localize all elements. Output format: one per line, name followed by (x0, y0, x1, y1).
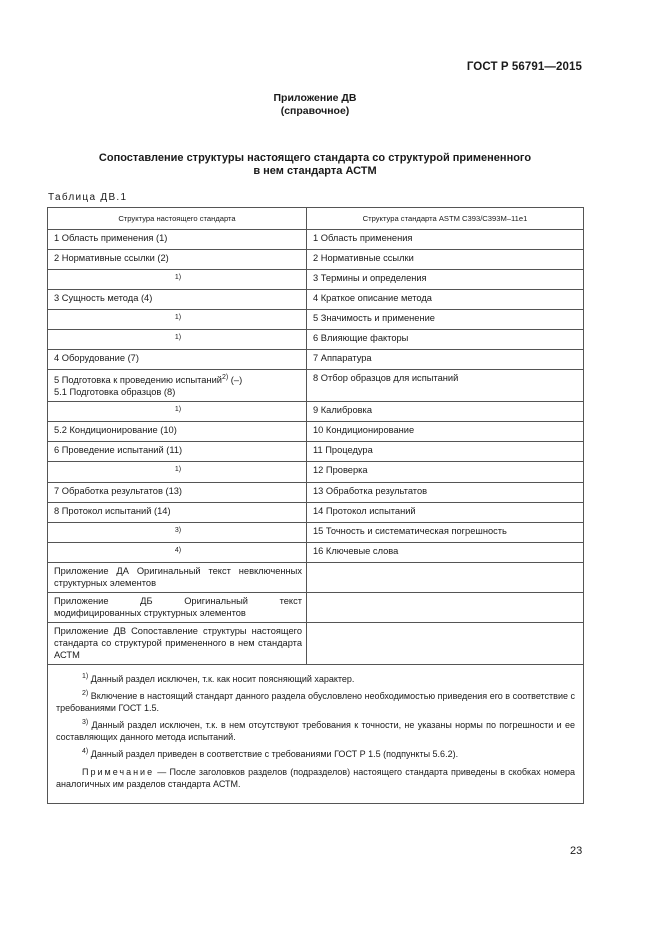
footnote-4 (56, 746, 575, 760)
table-remark (56, 766, 575, 790)
footnote-mark: 1) (174, 406, 182, 414)
column-header-astm-standard: Структура стандарта ASTM C393/C393M–11e1 (307, 208, 584, 230)
cell-astm-standard: 11 Процедура (307, 442, 584, 462)
section-heading-line-2: в нем стандарта АСТМ (253, 165, 377, 177)
cell-astm-standard: 5 Значимость и применение (307, 310, 584, 330)
section-heading (0, 152, 630, 178)
section-title: 5 Подготовка к проведению испытаний (54, 375, 222, 386)
footnote-number: 1) (82, 672, 89, 680)
table-row (48, 422, 584, 442)
appendix-heading (0, 92, 630, 117)
footnote-mark: 3) (174, 526, 182, 534)
table-row (48, 370, 584, 402)
cell-astm-standard-empty (307, 622, 584, 664)
table-row (48, 330, 584, 350)
cell-this-standard: 2 Нормативные ссылки (2) (48, 250, 307, 270)
footnote-text: Данный раздел исключен, т.к. как носит поясняющий характер. (88, 673, 355, 684)
appendix-title: Приложение ДВ (273, 92, 357, 104)
footnote-2 (56, 688, 575, 714)
table-row (48, 402, 584, 422)
footnote-mark: 1) (174, 334, 182, 342)
cell-astm-standard: 16 Ключевые слова (307, 542, 584, 562)
table-caption: Таблица ДВ.1 (48, 192, 128, 203)
footnote-number: 2) (82, 689, 89, 697)
cell-astm-standard: 10 Кондиционирование (307, 422, 584, 442)
appendix-subtitle: (справочное) (280, 104, 350, 117)
cell-astm-standard: 6 Влияющие факторы (307, 330, 584, 350)
footnote-3 (56, 717, 575, 743)
section-heading-line-1: Сопоставление структуры настоящего стандарта со структурой примененного (98, 152, 532, 164)
table-row (48, 442, 584, 462)
footnote-text: Включение в настоящий стандарт данного раздела обусловлено необходимостью приведения его в соответствие с требованиями ГОСТ 1.5. (56, 690, 575, 713)
table-row (48, 290, 584, 310)
cell-this-standard: 1 Область применения (1) (48, 230, 307, 250)
cell-astm-standard: 12 Проверка (307, 462, 584, 482)
cell-this-standard: Приложение ДА Оригинальный текст невключенных структурных элементов (48, 562, 307, 592)
cell-this-standard: 3 Сущность метода (4) (48, 290, 307, 310)
cell-footnote-ref (48, 522, 307, 542)
footnote-1 (56, 671, 575, 685)
cell-this-standard: 6 Проведение испытаний (11) (48, 442, 307, 462)
section-ref: (–) (228, 375, 243, 386)
column-header-this-standard: Структура настоящего стандарта (48, 208, 307, 230)
subsection-title: 5.1 Подготовка образцов (8) (54, 387, 176, 398)
cell-footnote-ref (48, 542, 307, 562)
page-number: 23 (570, 845, 583, 857)
cell-astm-standard: 9 Калибровка (307, 402, 584, 422)
cell-this-standard (48, 370, 307, 402)
footnote-mark: 1) (174, 274, 182, 281)
footnote-mark: 4) (174, 546, 182, 554)
cell-astm-standard-empty (307, 592, 584, 622)
table-row (48, 270, 584, 290)
cell-this-standard: Приложение ДБ Оригинальный текст модифицированных структурных элементов (48, 592, 307, 622)
table-row (48, 482, 584, 502)
cell-astm-standard: 1 Область применения (307, 230, 584, 250)
table-row (48, 310, 584, 330)
cell-astm-standard-empty (307, 562, 584, 592)
cell-astm-standard: 7 Аппаратура (307, 350, 584, 370)
table-row (48, 250, 584, 270)
footnote-mark: 1) (174, 314, 182, 322)
footnote-text: Данный раздел приведен в соответствие с требованиями ГОСТ Р 1.5 (подпункты 5.6.2). (88, 748, 459, 759)
structure-comparison-table (47, 207, 584, 804)
footnote-number: 4) (82, 747, 89, 755)
cell-astm-standard: 2 Нормативные ссылки (307, 250, 584, 270)
table-row (48, 622, 584, 664)
cell-astm-standard: 13 Обработка результатов (307, 482, 584, 502)
table-row (48, 462, 584, 482)
cell-this-standard: 7 Обработка результатов (13) (48, 482, 307, 502)
footnote-mark: 2) (221, 374, 229, 382)
table-row (48, 542, 584, 562)
cell-astm-standard: 8 Отбор образцов для испытаний (307, 370, 584, 402)
table-notes (48, 664, 584, 803)
table-row (48, 522, 584, 542)
cell-footnote-ref (48, 310, 307, 330)
cell-this-standard: 4 Оборудование (7) (48, 350, 307, 370)
remark-text: — После заголовков разделов (подразделов) настоящего стандарта приведены в скобках номера аналогичных им разделов стандарта АСТМ. (56, 766, 575, 789)
cell-footnote-ref (48, 270, 307, 290)
table-row (48, 350, 584, 370)
table-header-row (48, 208, 584, 230)
table-row (48, 502, 584, 522)
table-row (48, 562, 584, 592)
table-notes-row (48, 664, 584, 803)
cell-astm-standard: 3 Термины и определения (307, 270, 584, 290)
cell-astm-standard: 14 Протокол испытаний (307, 502, 584, 522)
cell-this-standard: 5.2 Кондиционирование (10) (48, 422, 307, 442)
cell-astm-standard: 15 Точность и систематическая погрешность (307, 522, 584, 542)
table-row (48, 592, 584, 622)
cell-this-standard: 8 Протокол испытаний (14) (48, 502, 307, 522)
cell-astm-standard: 4 Краткое описание метода (307, 290, 584, 310)
standard-number: ГОСТ Р 56791—2015 (466, 61, 582, 73)
footnote-text: Данный раздел исключен, т.к. в нем отсутствуют требования к точности, не указаны нормы по погрешности и ее составляющих данного метода испытаний. (56, 719, 575, 742)
footnote-mark: 1) (174, 466, 182, 474)
cell-footnote-ref (48, 330, 307, 350)
footnote-number: 3) (82, 718, 89, 726)
remark-label: Примечание (82, 766, 155, 777)
cell-footnote-ref (48, 402, 307, 422)
table-row (48, 230, 584, 250)
cell-footnote-ref (48, 462, 307, 482)
cell-this-standard: Приложение ДВ Сопоставление структуры настоящего стандарта со структурой примененного в нем стандарта АСТМ (48, 622, 307, 664)
